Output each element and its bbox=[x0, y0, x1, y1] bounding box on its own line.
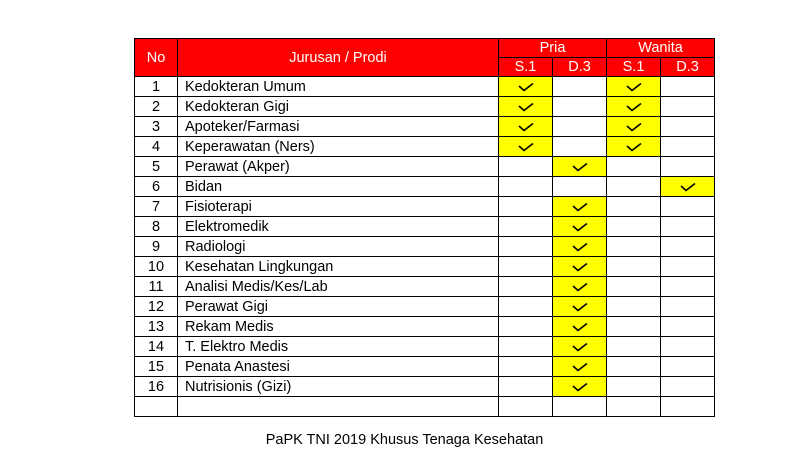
checkmark-icon bbox=[626, 122, 642, 132]
caption: PaPK TNI 2019 Khusus Tenaga Kesehatan bbox=[265, 432, 544, 448]
checkmark-icon bbox=[572, 222, 588, 232]
table-row bbox=[135, 357, 715, 377]
table-row bbox=[135, 317, 715, 337]
mark-cell-empty bbox=[499, 297, 553, 317]
prodi-table bbox=[134, 38, 715, 417]
checkmark-icon bbox=[518, 102, 534, 112]
mark-cell-empty bbox=[607, 217, 661, 237]
mark-cell-empty bbox=[499, 157, 553, 177]
mark-cell-empty bbox=[607, 317, 661, 337]
mark-cell-empty bbox=[661, 157, 715, 177]
mark-cell-empty bbox=[661, 237, 715, 257]
table-row bbox=[135, 177, 715, 197]
mark-cell-empty bbox=[661, 257, 715, 277]
mark-cell-empty bbox=[499, 177, 553, 197]
mark-cell-checked bbox=[553, 197, 607, 217]
table-row bbox=[135, 197, 715, 217]
row-prodi: Fisioterapi bbox=[178, 197, 499, 217]
table-row bbox=[135, 137, 715, 157]
checkmark-icon bbox=[572, 262, 588, 272]
mark-cell-checked bbox=[553, 277, 607, 297]
checkmark-icon bbox=[680, 182, 696, 192]
header-group-wanita: Wanita bbox=[607, 39, 715, 58]
mark-cell-empty bbox=[499, 197, 553, 217]
mark-cell-empty bbox=[661, 357, 715, 377]
checkmark-icon bbox=[572, 342, 588, 352]
checkmark-icon bbox=[572, 242, 588, 252]
mark-cell-empty bbox=[553, 117, 607, 137]
row-prodi: Nutrisionis (Gizi) bbox=[178, 377, 499, 397]
row-number: 5 bbox=[135, 157, 178, 177]
row-number: 4 bbox=[135, 137, 178, 157]
header-no: No bbox=[135, 39, 178, 77]
row-prodi: Perawat (Akper) bbox=[178, 157, 499, 177]
mark-cell-empty bbox=[661, 297, 715, 317]
mark-cell-empty bbox=[661, 277, 715, 297]
mark-cell-checked bbox=[499, 117, 553, 137]
checkmark-icon bbox=[518, 82, 534, 92]
table-row bbox=[135, 237, 715, 257]
row-prodi: Analisi Medis/Kes/Lab bbox=[178, 277, 499, 297]
table-row bbox=[135, 297, 715, 317]
row-prodi: Kedokteran Gigi bbox=[178, 97, 499, 117]
mark-cell-empty bbox=[607, 257, 661, 277]
table-row bbox=[135, 257, 715, 277]
table-body bbox=[135, 77, 715, 417]
row-prodi: Kesehatan Lingkungan bbox=[178, 257, 499, 277]
mark-cell-empty bbox=[661, 217, 715, 237]
row-number: 11 bbox=[135, 277, 178, 297]
mark-cell-empty bbox=[499, 357, 553, 377]
mark-cell-empty bbox=[553, 137, 607, 157]
mark-cell-empty bbox=[607, 177, 661, 197]
row-prodi: Rekam Medis bbox=[178, 317, 499, 337]
checkmark-icon bbox=[572, 162, 588, 172]
mark-cell-checked bbox=[499, 137, 553, 157]
header-pria-d3: D.3 bbox=[553, 58, 607, 77]
checkmark-icon bbox=[626, 82, 642, 92]
mark-cell-checked bbox=[553, 317, 607, 337]
header-wanita-d3: D.3 bbox=[661, 58, 715, 77]
row-prodi: Radiologi bbox=[178, 237, 499, 257]
row-number: 13 bbox=[135, 317, 178, 337]
mark-cell-checked bbox=[553, 337, 607, 357]
mark-cell-empty bbox=[661, 197, 715, 217]
checkmark-icon bbox=[626, 102, 642, 112]
mark-cell-empty bbox=[553, 397, 607, 417]
row-prodi: Perawat Gigi bbox=[178, 297, 499, 317]
mark-cell-empty bbox=[661, 77, 715, 97]
mark-cell-empty bbox=[499, 397, 553, 417]
mark-cell-checked bbox=[553, 377, 607, 397]
row-prodi: Elektromedik bbox=[178, 217, 499, 237]
checkmark-icon bbox=[572, 362, 588, 372]
checkmark-icon bbox=[572, 322, 588, 332]
mark-cell-empty bbox=[499, 317, 553, 337]
mark-cell-empty bbox=[607, 197, 661, 217]
header-prodi: Jurusan / Prodi bbox=[178, 39, 499, 77]
mark-cell-checked bbox=[553, 157, 607, 177]
mark-cell-empty bbox=[661, 97, 715, 117]
row-number: 16 bbox=[135, 377, 178, 397]
row-number: 6 bbox=[135, 177, 178, 197]
table-row bbox=[135, 377, 715, 397]
mark-cell-checked bbox=[607, 117, 661, 137]
header-wanita-s1: S.1 bbox=[607, 58, 661, 77]
mark-cell-checked bbox=[499, 77, 553, 97]
mark-cell-empty bbox=[553, 97, 607, 117]
row-prodi: Bidan bbox=[178, 177, 499, 197]
checkmark-icon bbox=[518, 122, 534, 132]
mark-cell-empty bbox=[607, 337, 661, 357]
mark-cell-checked bbox=[607, 137, 661, 157]
table-row bbox=[135, 97, 715, 117]
row-prodi: Penata Anastesi bbox=[178, 357, 499, 377]
row-number: 2 bbox=[135, 97, 178, 117]
header-group-pria: Pria bbox=[499, 39, 607, 58]
row-prodi bbox=[178, 397, 499, 417]
row-number: 3 bbox=[135, 117, 178, 137]
mark-cell-checked bbox=[607, 77, 661, 97]
row-number: 8 bbox=[135, 217, 178, 237]
row-prodi: Kedokteran Umum bbox=[178, 77, 499, 97]
table-row bbox=[135, 397, 715, 417]
mark-cell-checked bbox=[553, 357, 607, 377]
table-row bbox=[135, 157, 715, 177]
mark-cell-empty bbox=[607, 277, 661, 297]
table-row bbox=[135, 217, 715, 237]
mark-cell-empty bbox=[661, 137, 715, 157]
mark-cell-checked bbox=[553, 257, 607, 277]
mark-cell-checked bbox=[499, 97, 553, 117]
mark-cell-empty bbox=[607, 397, 661, 417]
row-number: 7 bbox=[135, 197, 178, 217]
checkmark-icon bbox=[572, 202, 588, 212]
checkmark-icon bbox=[572, 282, 588, 292]
mark-cell-checked bbox=[553, 217, 607, 237]
mark-cell-empty bbox=[661, 397, 715, 417]
mark-cell-empty bbox=[499, 217, 553, 237]
table-row bbox=[135, 337, 715, 357]
mark-cell-empty bbox=[499, 277, 553, 297]
mark-cell-checked bbox=[661, 177, 715, 197]
mark-cell-empty bbox=[499, 377, 553, 397]
row-number: 1 bbox=[135, 77, 178, 97]
row-number bbox=[135, 397, 178, 417]
row-prodi: Apoteker/Farmasi bbox=[178, 117, 499, 137]
table-row bbox=[135, 77, 715, 97]
mark-cell-empty bbox=[607, 297, 661, 317]
table-row bbox=[135, 117, 715, 137]
mark-cell-empty bbox=[499, 237, 553, 257]
mark-cell-empty bbox=[661, 117, 715, 137]
checkmark-icon bbox=[572, 302, 588, 312]
row-number: 10 bbox=[135, 257, 178, 277]
checkmark-icon bbox=[626, 142, 642, 152]
mark-cell-empty bbox=[499, 257, 553, 277]
row-prodi: T. Elektro Medis bbox=[178, 337, 499, 357]
mark-cell-empty bbox=[661, 317, 715, 337]
row-number: 12 bbox=[135, 297, 178, 317]
checkmark-icon bbox=[572, 382, 588, 392]
mark-cell-empty bbox=[661, 337, 715, 357]
mark-cell-empty bbox=[607, 377, 661, 397]
table-row bbox=[135, 277, 715, 297]
mark-cell-empty bbox=[607, 157, 661, 177]
mark-cell-checked bbox=[607, 97, 661, 117]
row-number: 14 bbox=[135, 337, 178, 357]
header-pria-s1: S.1 bbox=[499, 58, 553, 77]
row-prodi: Keperawatan (Ners) bbox=[178, 137, 499, 157]
checkmark-icon bbox=[518, 142, 534, 152]
mark-cell-empty bbox=[553, 77, 607, 97]
mark-cell-empty bbox=[661, 377, 715, 397]
mark-cell-empty bbox=[607, 357, 661, 377]
mark-cell-empty bbox=[553, 177, 607, 197]
row-number: 15 bbox=[135, 357, 178, 377]
mark-cell-checked bbox=[553, 237, 607, 257]
row-number: 9 bbox=[135, 237, 178, 257]
mark-cell-empty bbox=[499, 337, 553, 357]
mark-cell-checked bbox=[553, 297, 607, 317]
mark-cell-empty bbox=[607, 237, 661, 257]
